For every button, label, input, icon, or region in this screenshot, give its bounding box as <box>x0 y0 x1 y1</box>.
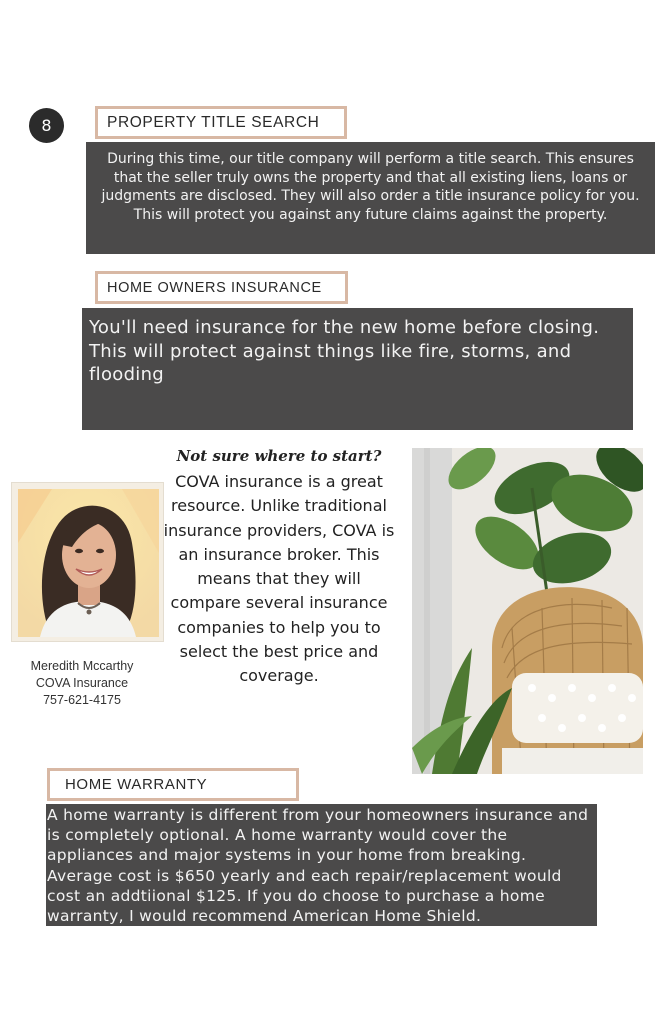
step-number-badge <box>29 108 64 143</box>
home-insurance-panel <box>82 308 633 430</box>
recommendation-text: COVA insurance is a great resource. Unlike traditional insurance providers, COVA is an insurance broker. This means that they will compare several insurance companies to help you to select the best price and coverage. <box>163 472 395 686</box>
home-insurance-text: You'll need insurance for the new home before closing. This will protect against things like fire, storms, and flooding <box>89 317 600 385</box>
title-search-panel <box>86 142 655 254</box>
decor-photo-chair-plant <box>412 448 643 774</box>
title-search-heading: PROPERTY TITLE SEARCH <box>95 106 347 139</box>
recommendation-script-heading: Not sure where to start? <box>176 447 382 465</box>
home-warranty-text: A home warranty is different from your homeowners insurance and is completely optional. A home warranty would cover the appliances and major systems in your home from breaking. Average cost is $650 yearly and each repair/replacement would cost an addtiional $125. If you do choose to purchase a home warranty, I would recommend American Home Shield. <box>47 806 589 926</box>
home-warranty-panel <box>46 804 597 926</box>
contact-name: Meredith Mccarthy <box>30 659 134 673</box>
title-search-text: During this time, our title company will perform a title search. This ensures that the seller truly owns the property and that all existing liens, loans or judgments are disclosed. They will also order a title insurance policy for you. This will protect you against any future claims against the property. <box>101 151 640 223</box>
contact-phone: 757-621-4175 <box>43 693 121 707</box>
contact-company: COVA Insurance <box>35 676 129 690</box>
home-warranty-heading: HOME WARRANTY <box>47 768 299 801</box>
home-insurance-heading: HOME OWNERS INSURANCE <box>95 271 348 304</box>
agent-portrait <box>11 482 164 642</box>
step-number: 8 <box>41 116 52 135</box>
